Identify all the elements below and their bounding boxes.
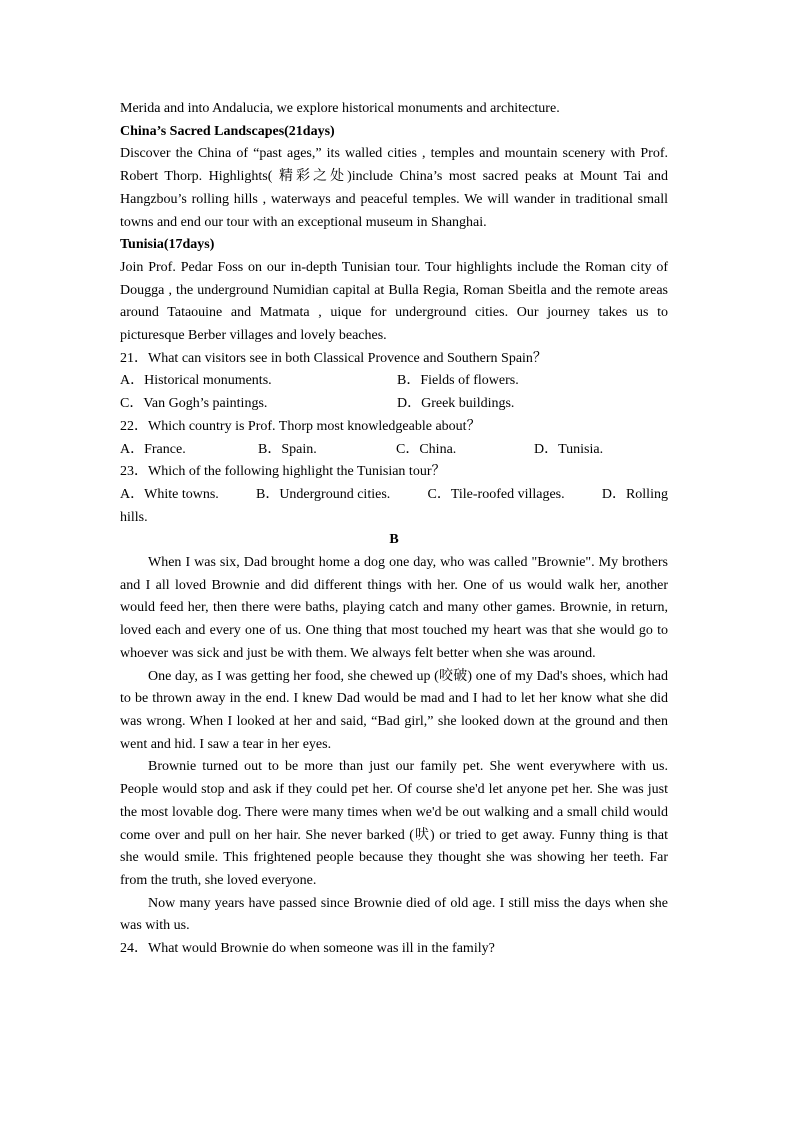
- option-d-continued: hills.: [120, 509, 148, 525]
- option-a: A．White towns.: [120, 486, 219, 502]
- china-heading: China’s Sacred Landscapes(21days): [120, 123, 335, 139]
- question-21: 21．What can visitors see in both Classical Provence and Southern Spain？: [120, 350, 547, 366]
- option-d: D．Rolling: [601, 486, 668, 502]
- tunisia-paragraph: Join Prof. Pedar Foss on our in-depth Tunisian tour. Tour highlights include the Roman city of Dougga , the underground Numidian capital at Bulla Regia, Roman Sbeitla and the remote areas around Tataouine and Matmata , uique for underground cities. Our journey takes us to picturesque Berber villages and lovely beaches.: [120, 259, 668, 344]
- option-c: C．Tile-roofed villages.: [427, 486, 565, 502]
- china-paragraph: Discover the China of “past ages,” its walled cities , temples and mountain scenery with Prof. Robert Thorp. Highlights( 精彩之处)include China’s most sacred peaks at Mount Tai and Hangzbou’s rolling hills , waterways and peaceful temples. We will wander in traditional small towns and end our tour with an exceptional museum in Shanghai.: [120, 146, 668, 230]
- question-24: 24．What would Brownie do when someone was ill in the family?: [120, 941, 495, 957]
- tunisia-heading: Tunisia(17days): [120, 237, 215, 253]
- story-paragraph-4: Now many years have passed since Brownie died of old age. I still miss the days when she was with us.: [120, 895, 668, 934]
- option-d: D．Tunisia.: [534, 441, 604, 457]
- question-23: 23．Which of the following highlight the Tunisian tour？: [120, 464, 446, 480]
- question-21-options-row-1: [120, 370, 668, 393]
- story-paragraph-2: One day, as I was getting her food, she chewed up (咬破) one of my Dad's shoes, which had to be thrown away in the end. I knew Dad would be mad and I had to let her know what she did was wrong. When I looked at her and said, “Bad girl,” she looked down at the ground and then went and hid. I saw a tear in her eyes.: [120, 668, 668, 752]
- intro-line: Merida and into Andalucia, we explore historical monuments and architecture.: [120, 101, 560, 116]
- option-a: A．Historical monuments.: [120, 373, 272, 389]
- question-22-options: [120, 439, 668, 462]
- option-b: B．Underground cities.: [255, 486, 391, 502]
- question-23-options: [120, 484, 668, 507]
- section-b-heading: B: [389, 532, 399, 548]
- option-c: C．Van Gogh’s paintings.: [120, 396, 268, 412]
- story-paragraph-1: When I was six, Dad brought home a dog one day, who was called "Brownie". My brothers and I all loved Brownie and did different things with her. One of us would walk her, another would feed her, then there were baths, playing catch and many other games. Brownie, in return, loved each and every one of us. One thing that most touched my heart was that she would go to whoever was sick and just be with them. We always felt better when she was around.: [120, 555, 668, 661]
- story-paragraph-3: Brownie turned out to be more than just our family pet. She went everywhere with us. People would stop and ask if they could pet her. Of course she'd let anyone pet her. She was just the most lovable dog. There were many times when we'd be out walking and a small child would come over and pull on her hair. She never barked (吠) or tried to get away. Funny thing is that she would smile. This frightened people because they thought she was showing her teeth. Far from the truth, she loved everyone.: [120, 759, 668, 888]
- question-21-options-row-2: [120, 393, 668, 416]
- exam-page: [120, 98, 668, 961]
- question-22: 22．Which country is Prof. Thorp most knowledgeable about？: [120, 418, 481, 434]
- option-b: B．Spain.: [258, 441, 317, 457]
- option-b: B．Fields of flowers.: [397, 373, 519, 389]
- option-d: D．Greek buildings.: [397, 396, 515, 412]
- option-c: C．China.: [396, 441, 457, 457]
- option-a: A．France.: [120, 441, 186, 457]
